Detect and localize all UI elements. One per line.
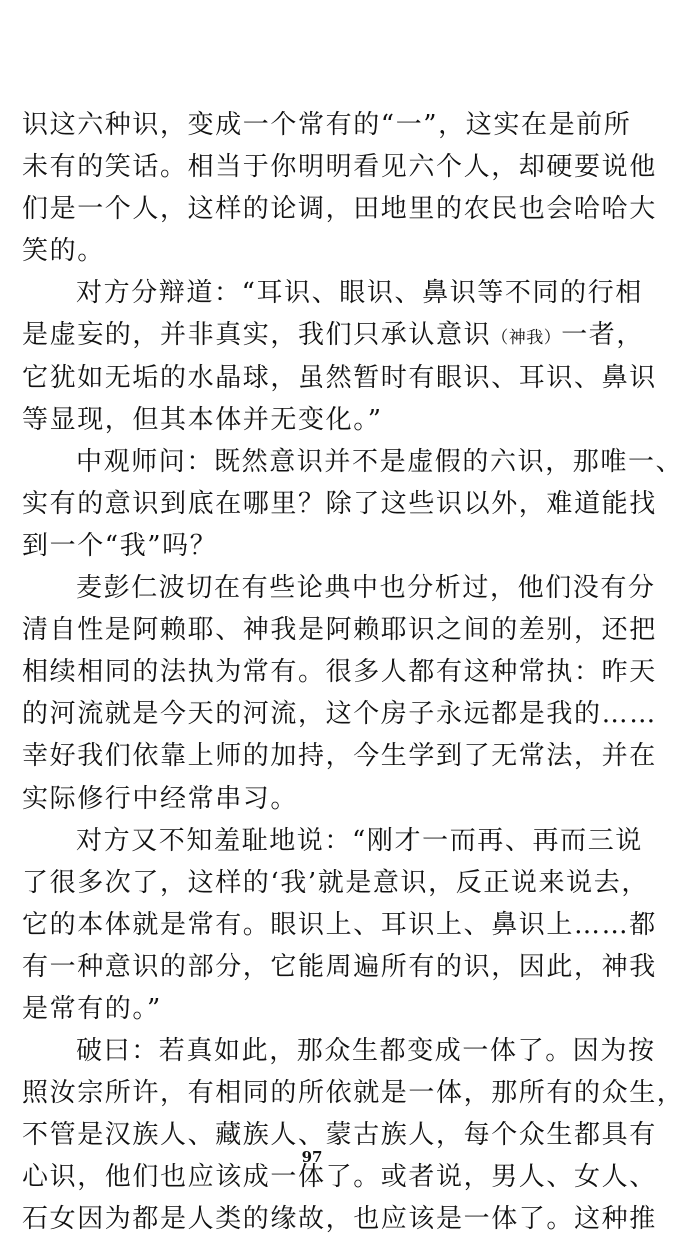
text-line: 了很多次了，这样的‘我’就是意识，反正说来说去， [22,867,649,898]
text-line: 它犹如无垢的水晶球，虽然暂时有眼识、耳识、鼻识 [22,362,657,393]
text-line: 对方分辩道：“耳识、眼识、鼻识等不同的行相 [76,278,643,309]
text-line: 等显现，但其本体并无变化。” [22,404,383,435]
text-line: 照汝宗所许，有相同的所依就是一体，那所有的众生， [22,1078,684,1109]
text-line: 心识，他们也应该成一体了。或者说，男人、女人、 [22,1162,657,1193]
text-line: 中观师问：既然意识并不是虚假的六识，那唯一、 [76,446,684,477]
page-number: 97 [301,1148,323,1166]
text-line: 幸好我们依靠上师的加持，今生学到了无常法，并在 [22,741,657,772]
text-line [22,314,645,356]
text-line: 它的本体就是常有。眼识上、耳识上、鼻识上……都 [22,909,657,940]
text-segment: 一者， [561,320,645,351]
text-line: 笑的。 [22,236,105,267]
text-line: 破曰：若真如此，那众生都变成一体了。因为按 [76,1036,656,1067]
text-line: 的河流就是今天的河流，这个房子永远都是我的…… [22,699,657,730]
text-line: 麦彭仁波切在有些论典中也分析过，他们没有分 [76,573,656,604]
text-line: 有一种意识的部分，它能周遍所有的识，因此，神我 [22,951,657,982]
body-text [22,104,684,1241]
text-segment: 是虚妄的，并非真实，我们只承认意识 [22,320,492,351]
text-line: 实有的意识到底在哪里？除了这些识以外，难道能找 [22,488,657,519]
text-line: 实际修行中经常串习。 [22,783,299,814]
text-line: 识这六种识，变成一个常有的“一”，这实在是前所 [22,110,632,140]
inline-note: （神我） [491,328,562,349]
text-line: 们是一个人，这样的论调，田地里的农民也会哈哈大 [22,194,657,225]
text-line: 清自性是阿赖耶、神我是阿赖耶识之间的差别，还把 [22,615,657,646]
text-line: 相续相同的法执为常有。很多人都有这种常执：昨天 [22,657,657,688]
text-line: 到一个“我”吗？ [22,530,218,561]
text-line: 对方又不知羞耻地说：“刚才一而再、再而三说 [76,825,643,856]
text-line: 未有的笑话。相当于你明明看见六个人，却硬要说他 [22,152,657,183]
text-line: 不管是汉族人、藏族人、蒙古族人，每个众生都具有 [22,1120,657,1151]
text-line: 是常有的。” [22,993,162,1024]
text-line: 石女因为都是人类的缘故，也应该是一体了。这种推 [22,1204,657,1235]
